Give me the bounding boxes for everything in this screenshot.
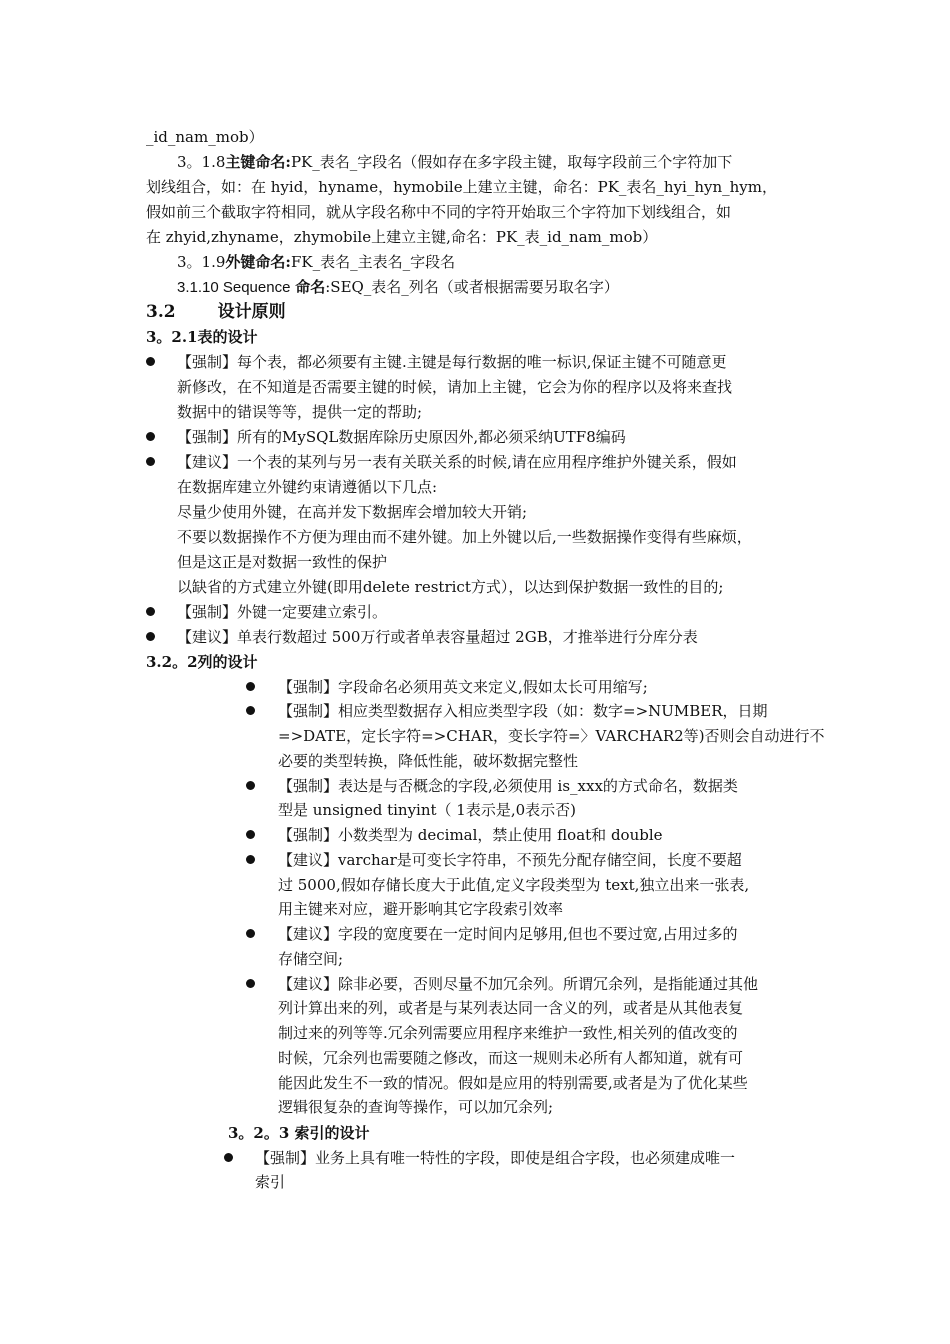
section-number: 3。1.8 xyxy=(177,153,226,171)
bullet xyxy=(146,357,155,366)
pk-naming-line-3: 假如前三个截取字符相同，就从字段名称中不同的字符开始取三个字符加下划线组合，如 xyxy=(146,203,732,221)
list-item-line: 【建议】除非必要，否则尽量不加冗余列。所谓冗余列，是指能通过其他 xyxy=(278,975,759,993)
list-item-line: 【强制】每个表，都必须要有主键.主键是每行数据的唯一标识,保证主键不可随意更 xyxy=(177,353,727,371)
list-item-line: 【强制】所有的MySQL数据库除历史原因外,都必须采纳UTF8编码 xyxy=(177,428,626,446)
fk-naming-line xyxy=(177,252,455,272)
sequence-naming-label: 命名 xyxy=(295,278,326,296)
fk-naming-label: 外键命名: xyxy=(225,253,291,271)
pk-naming-label: 主键命名: xyxy=(225,153,291,171)
bullet xyxy=(146,432,155,441)
sequence-naming-text: :SEQ_表名_列名（或者根据需要另取名字） xyxy=(325,278,619,296)
list-item-line: 逻辑很复杂的查询等操作，可以加冗余列; xyxy=(278,1098,554,1116)
list-item-line: 【强制】外键一定要建立索引。 xyxy=(177,603,388,621)
section-title: 设计原则 xyxy=(217,302,286,322)
fk-naming-text: FK_表名_主表名_字段名 xyxy=(290,253,456,271)
sequence-naming-line xyxy=(177,277,619,298)
list-item-line: 数据中的错误等等，提供一定的帮助; xyxy=(177,403,423,421)
list-item-line: 能因此发生不一致的情况。假如是应用的特别需要,或者是为了优化某些 xyxy=(278,1074,748,1092)
list-item-line: 在数据库建立外键约束请遵循以下几点: xyxy=(177,478,438,496)
section-number: 3.2 xyxy=(146,302,176,322)
bullet xyxy=(246,929,255,938)
list-item-line: 但是这正是对数据一致性的保护 xyxy=(177,553,388,571)
pk-naming-line-1 xyxy=(177,152,732,172)
list-item-line: =>DATE，定长字符=>CHAR，变长字符=〉VARCHAR2等)否则会自动进行不 xyxy=(278,727,825,745)
subsection-heading-3-2-1: 3。2.1表的设计 xyxy=(146,328,258,346)
list-item-line: 【建议】一个表的某列与另一表有关联关系的时候,请在应用程序维护外键关系，假如 xyxy=(177,453,737,471)
list-item-line: 以缺省的方式建立外键(即用delete restrict方式），以达到保护数据一致性的目的; xyxy=(177,578,724,596)
list-item-line: 【强制】相应类型数据存入相应类型字段（如：数字=>NUMBER，日期 xyxy=(278,702,768,720)
list-item-line: 时候，冗余列也需要随之修改，而这一规则未必所有人都知道，就有可 xyxy=(278,1049,744,1067)
bullet xyxy=(246,781,255,790)
list-item-line: 【建议】varchar是可变长字符串，不预先分配存储空间，长度不要超 xyxy=(278,851,742,869)
bullet xyxy=(146,632,155,641)
subsection-heading-3-2-2: 3.2。2列的设计 xyxy=(146,653,258,671)
bullet xyxy=(246,979,255,988)
list-item-line: 存储空间; xyxy=(278,950,344,968)
list-item-line: 【建议】字段的宽度要在一定时间内足够用,但也不要过宽,占用过多的 xyxy=(278,925,738,943)
list-item-line: 用主键来对应，避开影响其它字段索引效率 xyxy=(278,900,564,918)
list-item-line: 【建议】单表行数超过 500万行或者单表容量超过 2GB，才推举进行分库分表 xyxy=(177,628,698,646)
list-item-line: 【强制】小数类型为 decimal，禁止使用 float和 double xyxy=(278,826,663,844)
pk-naming-line-4: 在 zhyid,zhyname，zhymobile上建立主键,命名：PK_表_id_nam_mob） xyxy=(146,228,658,246)
list-item-line: 过 5000,假如存储长度大于此值,定义字段类型为 text,独立出来一张表, xyxy=(278,876,750,894)
section-number: 3.1.10 Sequence xyxy=(177,279,291,296)
pk-naming-line-2: 划线组合，如：在 hyid，hyname，hymobile上建立主键，命名：PK_表名_hyi_hyn_hym， xyxy=(146,178,777,196)
bullet xyxy=(246,855,255,864)
pk-naming-text: PK_表名_字段名（假如存在多字段主键，取每字段前三个字符加下 xyxy=(290,153,733,171)
list-item-line: 【强制】业务上具有唯一特性的字段，即使是组合字段，也必须建成唯一 xyxy=(255,1149,736,1167)
list-item-line: 新修改，在不知道是否需要主键的时候，请加上主键，它会为你的程序以及将来查找 xyxy=(177,378,733,396)
list-item-line: 【强制】字段命名必须用英文来定义,假如太长可用缩写; xyxy=(278,678,648,696)
bullet xyxy=(246,830,255,839)
continuation-line: _id_nam_mob） xyxy=(146,128,264,146)
list-item-line: 索引 xyxy=(255,1173,286,1191)
bullet xyxy=(246,706,255,715)
list-item-line: 型是 unsigned tinyint（ 1表示是,0表示否) xyxy=(278,801,577,819)
list-item-line: 必要的类型转换，降低性能，破坏数据完整性 xyxy=(278,752,579,770)
list-item-line: 列计算出来的列，或者是与某列表达同一含义的列，或者是从其他表复 xyxy=(278,999,744,1017)
list-item-line: 不要以数据操作不方便为理由而不建外键。加上外键以后,一些数据操作变得有些麻烦， xyxy=(177,528,752,546)
subsection-heading-3-2-3: 3。2。3 索引的设计 xyxy=(228,1124,370,1142)
list-item-line: 制过来的列等等.冗余列需要应用程序来维护一致性,相关列的值改变的 xyxy=(278,1024,738,1042)
bullet xyxy=(146,457,155,466)
section-number: 3。1.9 xyxy=(177,253,226,271)
list-item-line: 【强制】表达是与否概念的字段,必须使用 is_xxx的方式命名，数据类 xyxy=(278,777,738,795)
list-item-line: 尽量少使用外键，在高并发下数据库会增加较大开销; xyxy=(177,503,528,521)
section-heading-3-2 xyxy=(146,301,286,323)
bullet xyxy=(246,682,255,691)
bullet xyxy=(146,607,155,616)
bullet xyxy=(224,1153,233,1162)
